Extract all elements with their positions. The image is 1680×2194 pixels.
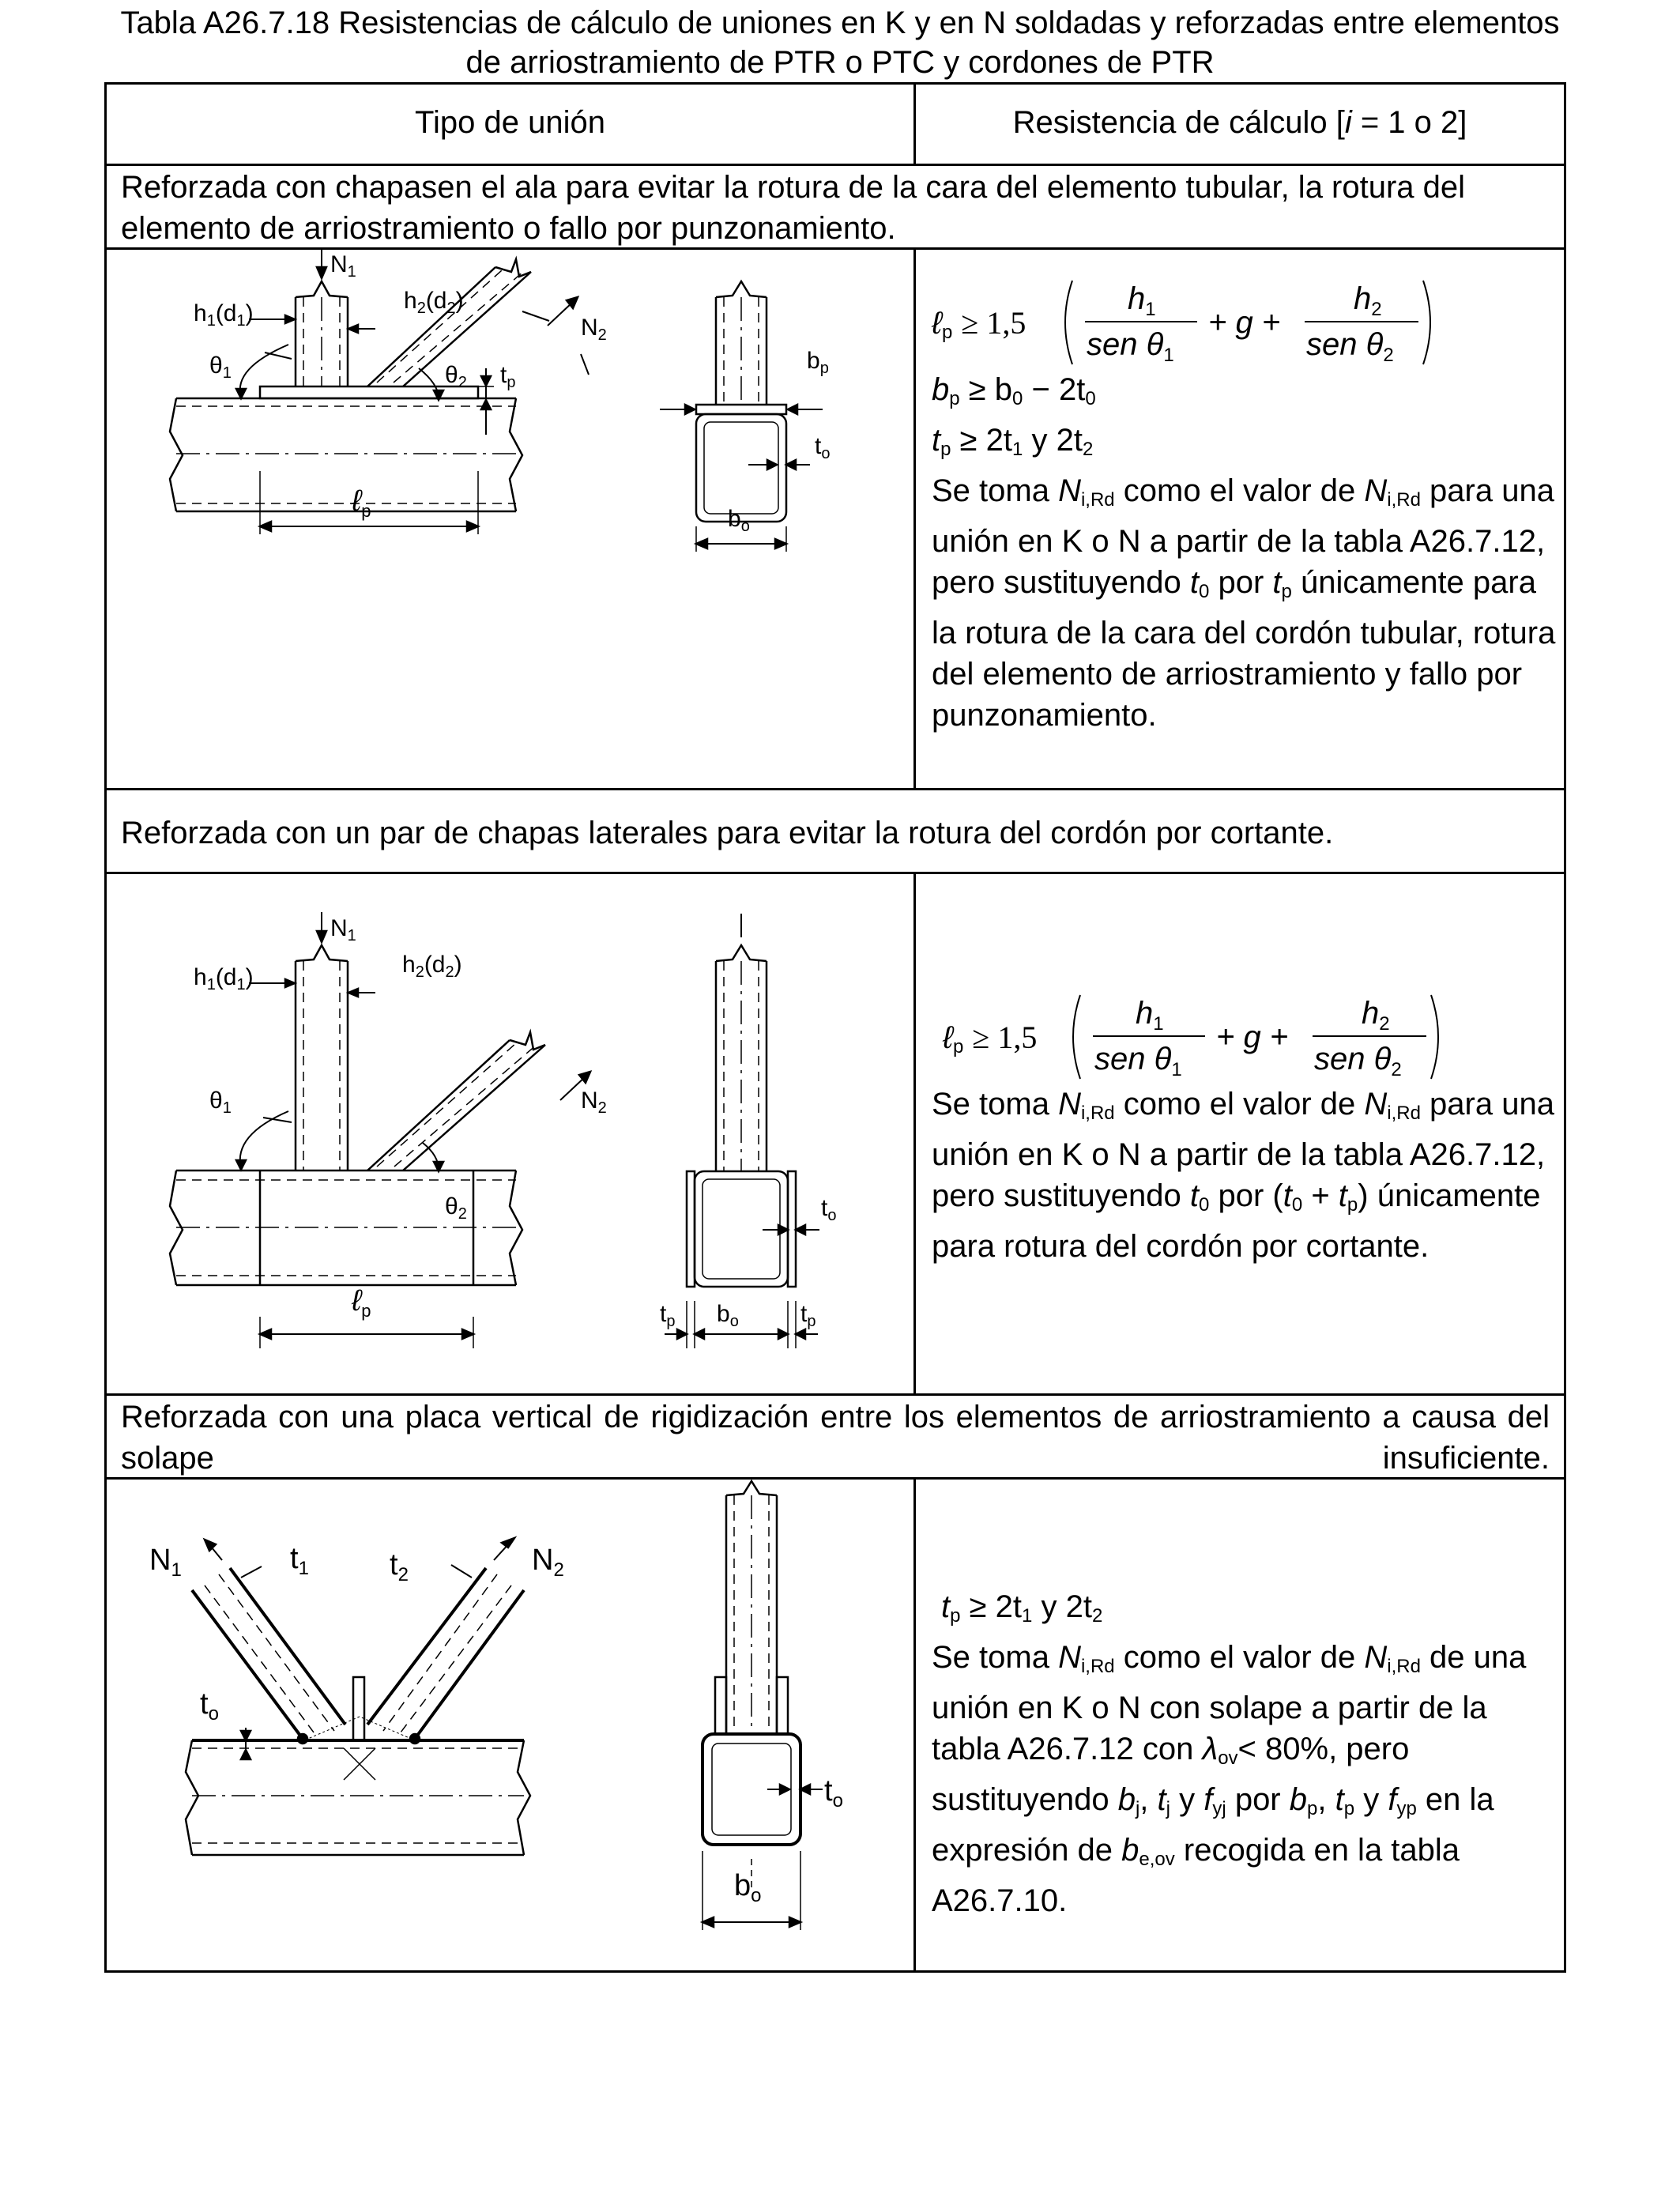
section1-side-elevation (170, 250, 589, 534)
section1-divider (913, 247, 916, 788)
svg-text:N2: $N_2$ (581, 1088, 607, 1117)
section3-divider (913, 1477, 916, 1973)
svg-text:h1(d1): $h_1(d_1)$ (194, 964, 254, 993)
formula-rel: ≥ 1,5 (961, 305, 1026, 341)
section1-tp-condition: $t_p \ge 2t_1$ y $2t_2$ (932, 423, 1094, 460)
header-index-i: i (1344, 105, 1352, 140)
table-caption (0, 3, 1680, 82)
label-theta2: $\theta_2$ (445, 362, 467, 391)
svg-text:h1: $h_1$ (1128, 281, 1156, 320)
label-bo: $b_o$ (728, 506, 750, 535)
section1-explanation: Se toma $N_{i,Rd}$ como el valor de $N_{i,Rd}$ para una unión en K o N a partir de la tabla A26.7.12, pero sustituyendo $t_0$ por $t_p$ únicamente para la rotura de la cara del cordón tubular, rotura del elemento de arriostramiento y fallo por punzonamiento. (932, 473, 1556, 733)
formula-l-sub: p (941, 322, 953, 343)
svg-text:ℓp: ℓ$_p$ (352, 1284, 371, 1321)
svg-text:+ g +: + g + (1208, 305, 1281, 340)
section2-explanation: Se toma $N_{i,Rd}$ como el valor de $N_{i,Rd}$ para una unión en K o N a partir de la tabla A26.7.12, pero sustituyendo $t_0$ por $(t_0 + t_p)$ únicamente para rotura del cordón por cortante. (932, 1087, 1554, 1264)
label-theta1: $\theta_1$ (209, 352, 232, 382)
svg-text:to: $t_o$ (821, 1195, 837, 1224)
section3-cross-section (703, 1481, 823, 1930)
label-to: $t_o$ (815, 433, 831, 462)
svg-text:to: $t_o$ (824, 1774, 843, 1811)
left-side-plate (687, 1171, 695, 1287)
section3-figure-labels (149, 1542, 843, 1906)
svg-text:tp: $t_p$ (800, 1301, 816, 1330)
section1-figure (107, 250, 911, 787)
svg-text:h1: $h_1$ (1136, 996, 1164, 1035)
svg-text:sen θ2: sen $\theta_2$ (1314, 1042, 1402, 1080)
label-h1-d1: $h_1(d_1)$ (194, 300, 254, 330)
resistance-table (104, 82, 1566, 1973)
svg-text:bo: $b_o$ (717, 1301, 739, 1330)
label-tp: $t_p$ (500, 362, 516, 391)
svg-text:θ1: $\theta_1$ (209, 1088, 232, 1117)
svg-text:sen θ1: sen $\theta_1$ (1087, 327, 1174, 366)
header-tipo-de-union: Tipo de unión (415, 105, 605, 140)
svg-text:+ g +: + g + (1216, 1020, 1289, 1054)
svg-text:to: $t_o$ (200, 1687, 219, 1725)
svg-text:t2: $t_2$ (390, 1548, 409, 1585)
svg-text:bo: $b_o$ (734, 1869, 762, 1906)
section2-formula: ℓ$_p$ ≥ 1,5 $h_1$ sen $\theta_1$ + g + $h_2$ sen $\theta_2$ (932, 990, 1556, 1084)
formula-l: ℓ (932, 306, 942, 341)
section2-formula-fraction (1066, 990, 1445, 1084)
svg-text:N1: $N_1$ (330, 915, 356, 944)
caption-line-1: Tabla A26.7.18 Resistencias de cálculo de uniones en K y en N soldadas y reforzadas entre elementos (120, 6, 1560, 40)
section3-explanation: Se toma $N_{i,Rd}$ como el valor de $N_{i,Rd}$ de una unión en K o N con solape a partir de la tabla A26.7.12 con $\lambda_{ov}< 80\%$, pero sustituyendo $b_j$, $t_j$ y $f_{yj}$ por $b_p$, $t_p$ y $f_{yp}$ en la expresión de $b_{e,ov}$ recogida en la tabla A26.7.10. (932, 1640, 1527, 1918)
section3-top-rule (107, 1393, 1564, 1396)
section2-top-rule (107, 788, 1564, 790)
svg-text:h2(d2): $h_2(d_2)$ (402, 952, 462, 981)
label-N1: $N_1$ (330, 251, 356, 281)
header-resistencia-text: Resistencia de cálculo [ (1012, 105, 1345, 140)
section3-resistance (932, 1586, 1556, 1921)
section3-side-elevation (186, 1538, 530, 1855)
chord-break-right (510, 398, 522, 511)
section1-resistance (932, 276, 1556, 736)
svg-text:t1: $t_1$ (290, 1542, 309, 1579)
section2-resistance (932, 990, 1556, 1267)
label-h2-d2: $h_2(d_2)$ (404, 288, 464, 317)
label-lp: ℓ$_p$ (352, 484, 371, 521)
section3-title: Reforzada con una placa vertical de rigidización entre los elementos de arriostramiento a causa del solape insuficiente. (121, 1400, 1550, 1476)
header-rule (107, 164, 1564, 166)
formula-fraction (1058, 276, 1437, 369)
header-resistencia (916, 102, 1564, 143)
svg-text:sen θ1: sen $\theta_1$ (1094, 1042, 1182, 1080)
stiffener-plate (353, 1677, 364, 1740)
label-bp: $b_p$ (807, 348, 829, 377)
svg-text:N1: $N_1$ (149, 1544, 182, 1581)
section3-figure (107, 1480, 911, 1972)
svg-text:h2: $h_2$ (1354, 281, 1382, 320)
section2-divider (913, 872, 916, 1393)
section1-title: Reforzada con chapasen el ala para evitar la rotura de la cara del elemento tubular, la rotura del elemento de arriostramiento o fallo por punzonamiento. (121, 170, 1466, 246)
cross-plate (696, 405, 786, 414)
label-N2: $N_2$ (581, 315, 607, 344)
caption-line-2: de arriostramiento de PTR o PTC y cordones de PTR (465, 45, 1215, 80)
section1-cross-section (660, 281, 823, 552)
right-side-plate (788, 1171, 796, 1287)
svg-text:sen θ2: sen $\theta_2$ (1306, 327, 1394, 366)
header-index-range: = 1 o 2] (1351, 105, 1467, 140)
svg-text:N2: $N_2$ (532, 1544, 564, 1581)
section1-bp-condition: $b_p \ge b_0 - 2t_0$ (932, 372, 1096, 409)
section2-figure (107, 874, 911, 1393)
section1-formula (932, 276, 1556, 369)
svg-text:θ2: $\theta_2$ (445, 1193, 467, 1223)
svg-text:tp: $t_p$ (660, 1301, 676, 1330)
svg-text:h2: $h_2$ (1362, 996, 1390, 1035)
flange-plate (260, 386, 478, 398)
chord-break-left (170, 398, 183, 511)
section2-cross-section (665, 914, 819, 1348)
section2-title: Reforzada con un par de chapas laterales para evitar la rotura del cordón por cortante. (121, 816, 1334, 850)
chord-box-outer (696, 414, 786, 522)
section3-tp-condition: $t_p \ge 2t_1$ y $2t_2$ (941, 1589, 1103, 1627)
